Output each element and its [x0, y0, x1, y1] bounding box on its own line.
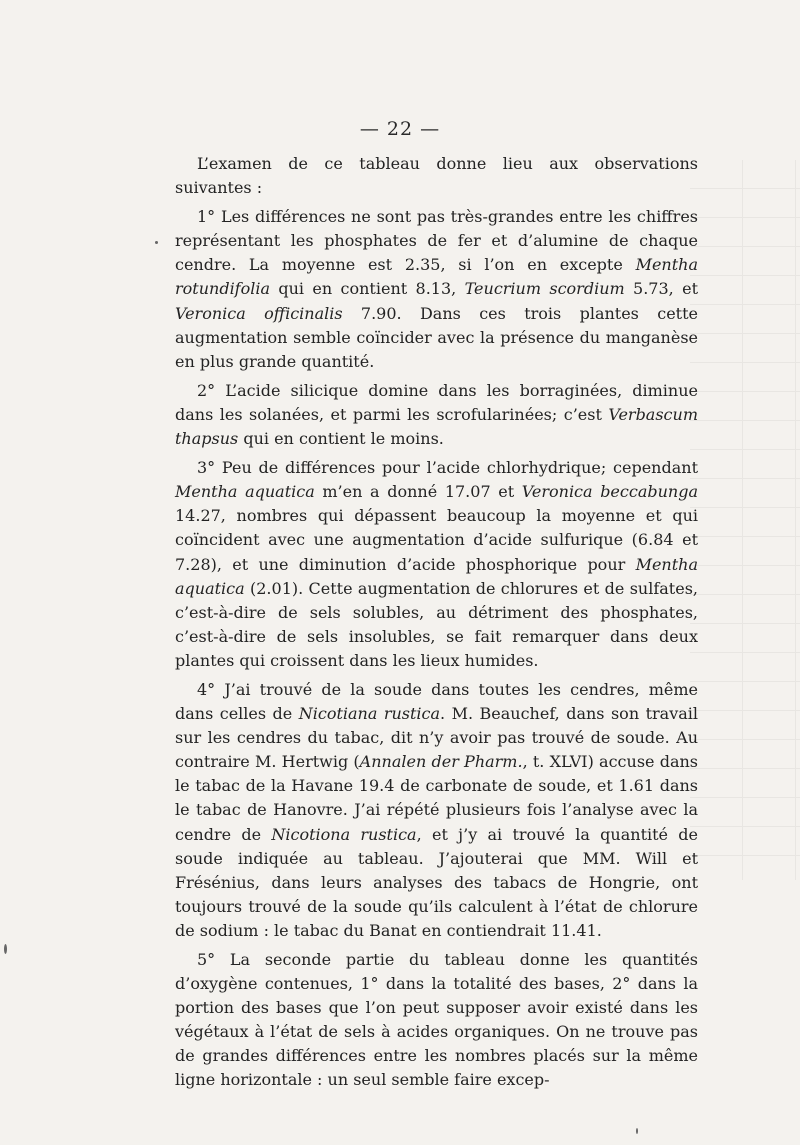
text-run: 7.90. Dans ces trois plantes cette augmentation semble coïncider avec la présence du manganèse en plus grande quantité. [175, 303, 699, 371]
text-run: m’en a donné 17.07 et [314, 482, 522, 502]
page-number: — 22 — [359, 118, 441, 140]
italic-term: Teucrium scordium [464, 279, 625, 299]
text-run: , t. XLVI) accuse dans le tabac de la Havane 19.4 de carbonate de soude, et 1.61 dans le tabac de Hanovre. J’ai répété plusieurs fois l’analyse avec la cendre de [175, 752, 699, 844]
text-run: L’examen de ce tableau donne lieu aux observations suivantes : [175, 154, 698, 198]
italic-term: Nicotiona rustica [271, 824, 417, 844]
italic-term: Mentha aquatica [175, 482, 315, 502]
text-run: (2.01). Cette augmentation de chlorures et de sulfates, c’est-à-dire de sels solubles, au détriment des phosphates, c’est-à-dire de sels insolubles, se fait remarquer dans deux plantes qui croissent dans les lieux humides. [175, 578, 698, 670]
ink-speck [155, 241, 158, 244]
text-run: 14.27, nombres qui dépassent beaucoup la moyenne et qui coïncident avec une augmentation d’acide sulfurique (6.84 et 7.28), et une diminution d’acide phosphorique pour [175, 506, 698, 574]
text-run: 2° L’acide silicique domine dans les borraginées, diminue dans les solanées, et parmi les scrofularinées; c’est [175, 380, 698, 424]
paragraph [175, 205, 698, 374]
text-run: 1° Les différences ne sont pas très-grandes entre les chiffres représentant les phosphates de fer et d’alumine de chaque cendre. La moyenne est 2.35, si l’on en excepte [175, 207, 698, 275]
paragraph [175, 152, 698, 200]
italic-term: Annalen der Pharm. [359, 752, 523, 772]
italic-term: Nicotiana rustica [298, 704, 441, 724]
body-text [175, 152, 698, 1093]
paragraph [175, 456, 698, 673]
text-run: 4° J’ai trouvé de la soude dans toutes les cendres, même dans celles de [175, 679, 698, 724]
text-run: , et j’y ai trouvé la quantité de soude indiquée au tableau. J’ajouterai que MM. Will et Frésénius, dans leurs analyses des tabacs de Hongrie, ont toujours trouvé de la soude qu’ils calculent à l’état de chlorure de sodium : le tabac du Banat en contiendrait 11.41. [175, 824, 699, 940]
ink-speck [4, 944, 7, 954]
text-run: 5.73, et [624, 279, 698, 299]
paragraph [175, 678, 698, 943]
text-run: qui en contient le moins. [238, 429, 444, 449]
text-run: . M. Beauchef, dans son travail sur les cendres du tabac, dit n’y avoir pas trouvé de soude. Au contraire M. Hertwig ( [175, 704, 699, 772]
text-run: qui en contient 8.13, [270, 279, 465, 299]
ink-speck [636, 1128, 638, 1134]
paragraph [175, 948, 698, 1093]
text-run: 3° Peu de différences pour l’acide chlorhydrique; cependant [197, 458, 698, 478]
italic-term: Veronica beccabunga [521, 482, 698, 502]
italic-term: Mentha rotundifolia [175, 255, 698, 299]
italic-term: Verbascum thapsus [175, 404, 698, 449]
verso-bleed-through [690, 160, 800, 880]
text-run: 5° La seconde partie du tableau donne les quantités d’oxygène contenues, 1° dans la totalité des bases, 2° dans la portion des bases que l’on peut supposer avoir existé dans les végétaux à l’état de sels à acides organiques. On ne trouve pas de grandes différences entre les nombres placés sur la même ligne horizontale : un seul semble faire excep- [175, 950, 698, 1090]
italic-term: Mentha aquatica [175, 554, 698, 598]
paragraph [175, 379, 698, 451]
italic-term: Veronica officinalis [175, 303, 343, 323]
